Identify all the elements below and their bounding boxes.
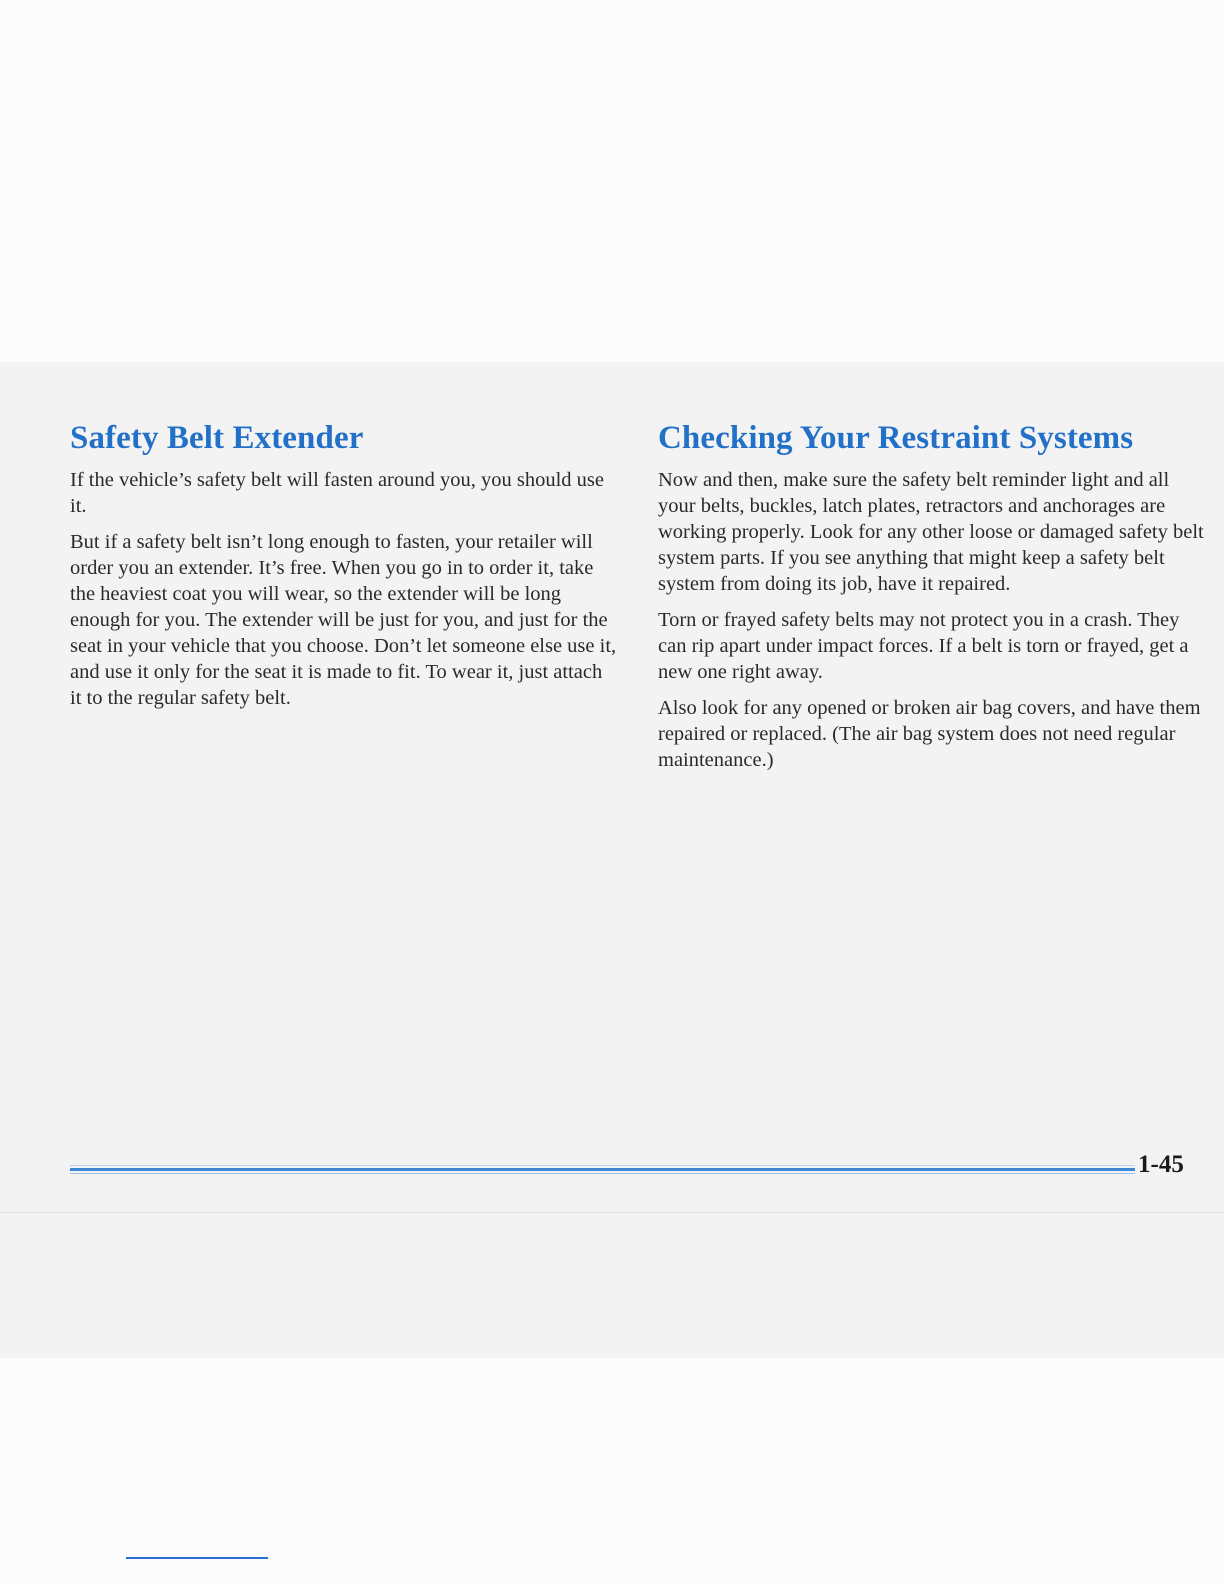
footer-rule-top-line	[70, 1165, 1135, 1166]
paragraph: Also look for any opened or broken air bag covers, and have them repaired or replaced. (The air bag system does not need regular maintenance.)	[658, 697, 1201, 771]
bottom-link-underline	[126, 1557, 268, 1559]
footer-rule-thin-line	[70, 1173, 1135, 1174]
paragraph: Torn or frayed safety belts may not protect you in a crash. They can rip apart under impact forces. If a belt is torn or frayed, get a new one right away.	[658, 609, 1189, 683]
footer-rule-main-line	[70, 1168, 1135, 1171]
section-title-safety-belt-extender: Safety Belt Extender	[70, 420, 364, 456]
paragraph: But if a safety belt isn’t long enough to fasten, your retailer will order you an extender. It’s free. When you go in to order it, take the heaviest coat you will wear, so the extender will be long enough for you. The extender will be just for you, and just for the seat in your vehicle that you choose. Don’t let someone else use it, and use it only for the seat it is made to fit. To wear it, just attach it to the regular safety belt.	[70, 531, 617, 709]
section-title-checking-restraint-systems: Checking Your Restraint Systems	[658, 420, 1134, 456]
footer-rule	[70, 1165, 1135, 1175]
page-number: 1-45	[1138, 1151, 1184, 1178]
left-column	[70, 418, 618, 721]
paragraph: If the vehicle’s safety belt will fasten around you, you should use it.	[70, 469, 605, 517]
paragraph: Now and then, make sure the safety belt reminder light and all your belts, buckles, latch plates, retractors and anchorages are working properly. Look for any other loose or damaged safety belt system parts. If you see anything that might keep a safety belt system from doing its job, have it repaired.	[658, 469, 1204, 595]
scan-edge-divider	[0, 1212, 1224, 1213]
right-column	[658, 418, 1206, 783]
